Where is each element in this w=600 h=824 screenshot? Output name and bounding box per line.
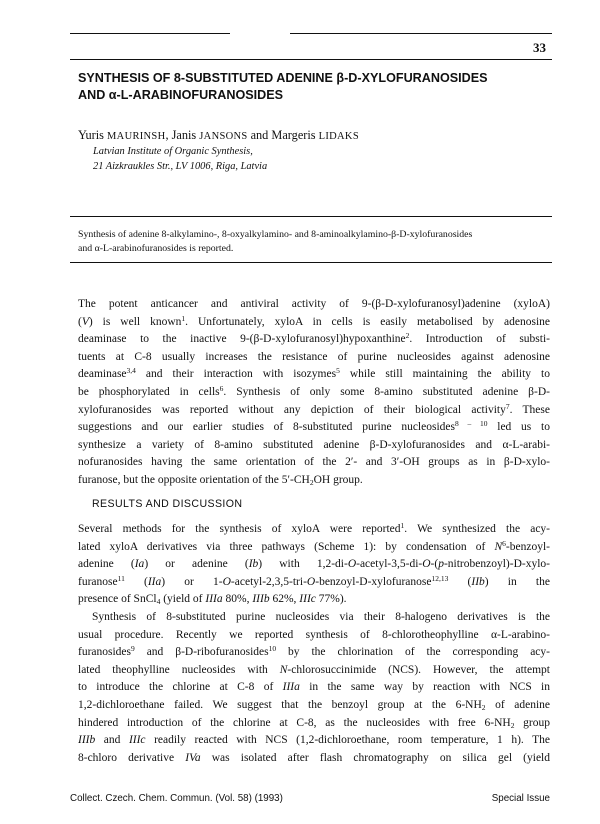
introduction-paragraph: The potent anticancer and antiviral activity of 9-(β-D-xylofuranosyl)adenine (xyloA) (V) is well known$^1$. Unfortunately, xyloA in cells is easily metabolised by adenosine deaminase to the inactive 9-(β-D-xylofuranosyl)hypoxanthine$^2$. Introduction of substi- tuents at C-8 usually increases the resistance of purine nucleosides against adenosine deaminase$^{3,4}$ and their interaction with isozymes$^5$ while still maintaining the ability to be phosphorylated in cells$^6$. Synthesis of only some 8-amino substituted adenine β-D- xylofuranosides was reported without any depiction of their biological activity$^7$. These suggestions and our earlier studies of 8-substituted purine nucleosides$^{8 - 10}$ led us to synthesize a variety of 8-amino substituted adenine β-D-xylofuranosides and α-L-arabi- nofuranosides having the same orientation of the 2′- and 3′-OH groups as in β-D-xylo- furanose, but the opposite orientation of the $5'-CH_2OH$ group. — [78, 298, 551, 487]
header-rule-left — [70, 33, 230, 34]
results-text: Several methods for the synthesis of xyloA were reported$^1$. We synthesized the acy- lated xyloA derivatives via three pathways (Scheme 1): by condensation of $N^6-benzoyl-$ adenine (Ia) or adenine (Ib) with 1,2-di-O-acetyl-3,5-di-O-(p-nitrobenzoyl)-D-xylo- furanose$^{11}$ (IIa) or 1-O-acetyl-2,3,5-tri-O-benzoyl-D-xylofuranose$^{12,13}$ (IIb) in the presence of SnCl$_4$ (yield of IIIa 80%, IIIb 62%, IIIc 77%). Synthesis of 8-substituted purine nucleosides via their 8-halogeno derivatives is the usual procedure. Recently we reported synthesis of 8-chlorotheophylline α-L-arabino- furanosides$^9$ and β-D-ribofuranosides$^{10}$ by the chlorination of the corresponding acy- lated theophylline nucleosides with N-chlorosuccinimide (NCS). However, the attempt to introduce the chlorine at C-8 of IIIa in the same way by reaction with NCS in 1,2-dichloroethane failed. We suggest that the benzoyl group at the $6-NH_2$ of adenine hindered introduction of the chlorine at C-8, as the nucleosides with free $6-NH_2$ group IIIb and IIIc readily reacted with NCS (1,2-dichloroethane, room temperature, 1 h). The 8-chloro derivative IVa was isolated after flash chromatography on silica gel (yield — [78, 521, 551, 764]
affiliation: Latvian Institute of Organic Synthesis, 21 Aizkraukles Str., LV 1006, Riga, Latvia — [93, 146, 268, 172]
author-surname: JANSONS — [199, 131, 248, 142]
issue-label: Special Issue — [491, 793, 550, 804]
journal-citation: Collect. Czech. Chem. Commun. (Vol. 58) (1993) — [70, 793, 283, 804]
section-heading: RESULTS AND DISCUSSION — [92, 498, 243, 510]
header-rule-right — [290, 33, 552, 34]
header-rule-bottom — [70, 59, 552, 60]
authors: Yuris MAURINSH, Janis JANSONS and Margeris LIDAKS — [78, 128, 359, 142]
paper-title — [78, 70, 548, 104]
abstract-rule-bottom — [70, 262, 552, 263]
title-line-1: SYNTHESIS OF 8-SUBSTITUTED ADENINE β-D-XYLOFURANOSIDES — [78, 71, 488, 85]
abstract: Synthesis of adenine 8-alkylamino-, 8-oxyalkylamino- and 8-aminoalkylamino-β-D-xylofuranosides and α-L-arabinofuranosides is reported. — [78, 229, 473, 254]
page-number: 33 — [533, 40, 546, 55]
abstract-rule-top — [70, 216, 552, 217]
title-line-2: AND α-L-ARABINOFURANOSIDES — [78, 88, 284, 102]
author-surname: MAURINSH — [107, 131, 166, 142]
author-surname: LIDAKS — [318, 131, 359, 142]
